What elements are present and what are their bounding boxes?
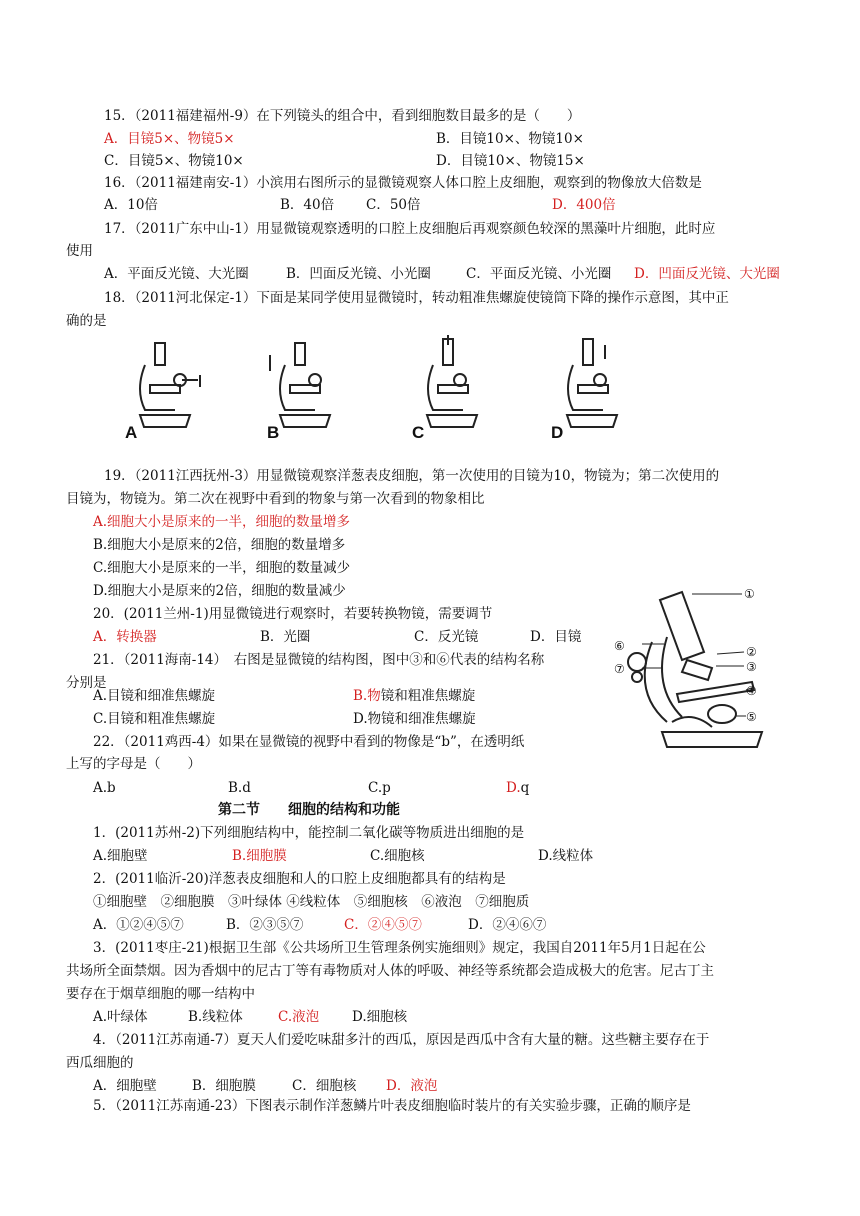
q19-stem-cont: 目镜为，物镜为。第二次在视野中看到的物象与第一次看到的物象相比 — [66, 491, 485, 507]
q22-option-d-label: D. — [506, 780, 521, 796]
q22-option-c: C.p — [368, 780, 391, 796]
figure-label-d: D — [551, 423, 564, 442]
q20-option-b: B．光圈 — [260, 629, 311, 645]
q20-option-d: D．目镜 — [530, 629, 582, 645]
s1-option-d: D.线粒体 — [538, 848, 594, 864]
q22-option-d — [506, 779, 529, 797]
q19-option-d: D.细胞大小是原来的2倍，细胞的数量减少 — [93, 583, 346, 599]
s3-option-a: A.叶绿体 — [93, 1009, 148, 1025]
figure-label-c: C — [412, 423, 425, 442]
figure-microscope-structure — [612, 582, 812, 752]
q15-option-d: D．目镜10×、物镜15× — [436, 153, 585, 169]
s5-stem: 5．（2011江苏南通-23）下图表示制作洋葱鳞片叶表皮细胞临时装片的有关实验步骤，正确的顺序是 — [93, 1098, 691, 1114]
s4-stem: 4．（2011江苏南通-7）夏天人们爱吃味甜多汁的西瓜，原因是西瓜中含有大量的糖。这些糖主要存在于 — [93, 1032, 710, 1048]
q20-stem: 20．(2011兰州-1)用显微镜进行观察时，若要转换物镜，需要调节 — [93, 606, 493, 622]
q20-option-a: A．转换器 — [93, 629, 157, 645]
label-3: ③ — [746, 660, 757, 674]
s2-option-b: B．②③⑤⑦ — [226, 917, 304, 933]
label-1: ① — [744, 587, 755, 601]
s4-option-d: D．液泡 — [386, 1078, 438, 1094]
s2-option-c: C．②④⑤⑦ — [344, 917, 422, 933]
q18-stem: 18．（2011河北保定-1）下面是某同学使用显微镜时，转动粗准焦螺旋使镜筒下降的操作示意图，其中正 — [104, 290, 729, 306]
s4-option-b: B．细胞膜 — [192, 1078, 256, 1094]
label-2: ② — [746, 645, 757, 659]
s3-option-c: C.液泡 — [278, 1009, 320, 1025]
q19-option-c: C.细胞大小是原来的一半，细胞的数量减少 — [93, 560, 351, 576]
microscope-structure-icon — [612, 582, 812, 752]
q22-option-d-text: q — [520, 780, 530, 796]
q16-option-c: C．50倍 — [366, 197, 421, 213]
figure-label-a: A — [125, 423, 138, 442]
q21-option-b — [353, 687, 475, 705]
microscope-d-icon — [545, 335, 635, 430]
q15-option-a: A．目镜5×、物镜5× — [104, 131, 235, 147]
s1-option-b: B.细胞膜 — [232, 848, 287, 864]
s3-stem: 3．(2011枣庄-21)根据卫生部《公共场所卫生管理条例实施细则》规定，我国自2011年5月1日起在公 — [93, 940, 706, 956]
q17-option-d: D．凹面反光镜、大光圈 — [634, 266, 780, 282]
label-6: ⑥ — [614, 639, 625, 653]
s4-option-c: C．细胞核 — [292, 1078, 357, 1094]
s3-stem-cont2: 要存在于烟草细胞的哪一结构中 — [66, 986, 255, 1002]
q18-stem-cont: 确的是 — [66, 313, 107, 329]
q19-option-b: B.细胞大小是原来的2倍，细胞的数量增多 — [93, 537, 346, 553]
q16-option-a: A．10倍 — [104, 197, 158, 213]
q21-option-c: C.目镜和粗准焦螺旋 — [93, 711, 216, 727]
figure-label-b: B — [267, 423, 280, 442]
q17-option-c: C．平面反光镜、小光圈 — [466, 266, 612, 282]
q16-stem: 16．（2011福建南安-1）小滨用右图所示的显微镜观察人体口腔上皮细胞，观察到的物像放大倍数是 — [104, 175, 702, 191]
q16-option-d: D．400倍 — [552, 197, 616, 213]
s2-list: ①细胞壁 ②细胞膜 ③叶绿体 ④线粒体 ⑤细胞核 ⑥液泡 ⑦细胞质 — [93, 894, 530, 910]
q21-option-a: A.目镜和细准焦螺旋 — [93, 688, 216, 704]
q15-option-b: B．目镜10×、物镜10× — [436, 131, 584, 147]
q21-stem: 21．（2011海南-14） 右图是显微镜的结构图，图中③和⑥代表的结构名称 — [93, 652, 545, 668]
q21-stem-cont: 分别是 — [66, 675, 107, 691]
section-heading: 第二节 细胞的结构和功能 — [218, 802, 400, 818]
label-5: ⑤ — [746, 710, 757, 724]
q21-option-b-red: B.物 — [353, 688, 381, 704]
s4-option-a: A．细胞壁 — [93, 1078, 157, 1094]
microscope-c-icon — [405, 335, 495, 430]
microscope-a-icon — [120, 335, 210, 430]
figure-microscopes-18 — [110, 335, 630, 445]
label-7: ⑦ — [614, 662, 625, 676]
q22-stem: 22．（2011鸡西-4）如果在显微镜的视野中看到的物像是“b”，在透明纸 — [93, 734, 525, 750]
s1-option-a: A.细胞壁 — [93, 848, 148, 864]
q19-stem: 19．（2011江西抚州-3）用显微镜观察洋葱表皮细胞，第一次使用的目镜为10，物镜为；第二次使用的 — [104, 468, 720, 484]
s1-option-c: C.细胞核 — [370, 848, 425, 864]
s4-stem-cont: 西瓜细胞的 — [66, 1055, 134, 1071]
q19-option-a: A.细胞大小是原来的一半，细胞的数量增多 — [93, 514, 351, 530]
q17-option-a: A．平面反光镜、大光圈 — [104, 266, 249, 282]
q22-stem-cont: 上写的字母是（ ） — [66, 756, 201, 772]
q21-option-d: D.物镜和细准焦螺旋 — [353, 711, 476, 727]
q15-stem: 15．（2011福建福州-9）在下列镜头的组合中，看到细胞数目最多的是（ ） — [104, 108, 581, 124]
q20-option-c: C．反光镜 — [414, 629, 479, 645]
q22-option-a: A.b — [93, 780, 116, 796]
s3-option-d: D.细胞核 — [352, 1009, 408, 1025]
s3-stem-cont: 共场所全面禁烟。因为香烟中的尼古丁等有毒物质对人体的呼吸、神经等系统都会造成极大的危害。尼古丁主 — [66, 963, 714, 979]
label-4: ④ — [746, 684, 757, 698]
s2-stem: 2．(2011临沂-20)洋葱表皮细胞和人的口腔上皮细胞都具有的结构是 — [93, 871, 506, 887]
q21-option-b-rest: 镜和粗准焦螺旋 — [380, 688, 476, 704]
s2-option-d: D．②④⑥⑦ — [468, 917, 547, 933]
s3-option-b: B.线粒体 — [188, 1009, 243, 1025]
q16-option-b: B．40倍 — [280, 197, 335, 213]
q17-option-b: B．凹面反光镜、小光圈 — [286, 266, 431, 282]
q22-option-b: B.d — [228, 780, 251, 796]
q15-option-c: C．目镜5×、物镜10× — [104, 153, 244, 169]
microscope-b-icon — [260, 335, 350, 430]
q17-stem: 17．（2011广东中山-1）用显微镜观察透明的口腔上皮细胞后再观察颜色较深的黑藻叶片细胞，此时应 — [104, 221, 716, 237]
q17-stem-cont: 使用 — [66, 243, 93, 259]
s1-stem: 1．(2011苏州-2)下列细胞结构中，能控制二氧化碳等物质进出细胞的是 — [93, 825, 525, 841]
s2-option-a: A．①②④⑤⑦ — [93, 917, 184, 933]
